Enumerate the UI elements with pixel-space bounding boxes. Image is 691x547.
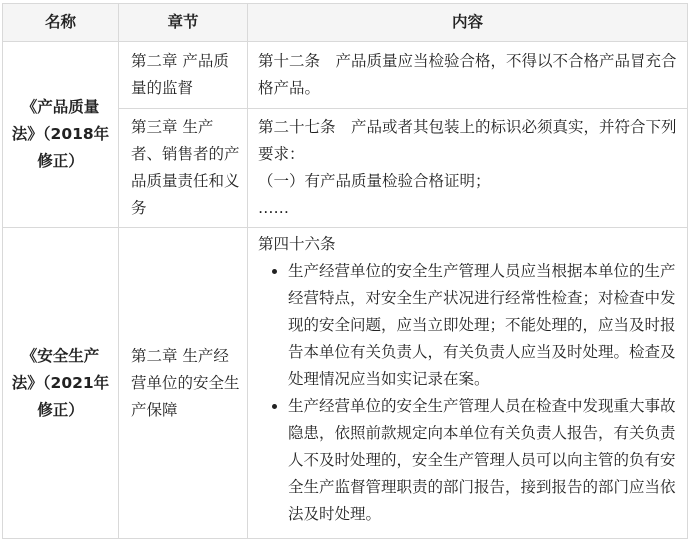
table-row [3, 42, 688, 109]
bullet-list [258, 258, 679, 528]
list-item: • 生产经营单位的安全生产管理人员应当根据本单位的生产经营特点，对安全生产状况进行经常性检查；对检查中发现的安全问题，应当立即处理；不能处理的，应当及时报告本单位有关负责人，有关负责人应当及时处理。检查及处理情况应当如实记录在案。 [288, 258, 679, 393]
content-line: （一）有产品质量检验合格证明； [258, 172, 491, 190]
content-line: …… [258, 199, 289, 217]
list-item: • 生产经营单位的安全生产管理人员在检查中发现重大事故隐患，依照前款规定向本单位有关负责人报告，有关负责人不及时处理的，安全生产管理人员可以向主管的负有安全生产监督管理职责的部门报告，接到报告的部门应当依法及时处理。 [288, 393, 679, 528]
content-cell [248, 109, 688, 228]
header-chapter: 章节 [119, 4, 248, 42]
table-header-row [3, 4, 688, 42]
law-table [2, 3, 688, 539]
chapter-cell: 第二章 产品质量的监督 [119, 42, 248, 109]
law-name-work-safety: 《安全生产法》（2021年修正） [3, 228, 119, 539]
table-row [3, 228, 688, 539]
header-content: 内容 [248, 4, 688, 42]
chapter-cell: 第三章 生产者、销售者的产品质量责任和义务 [119, 109, 248, 228]
article-title: 第四十六条 [258, 235, 336, 253]
law-name-product-quality: 《产品质量法》（2018年修正） [3, 42, 119, 228]
content-line: 第二十七条 产品或者其包装上的标识必须真实，并符合下列要求： [258, 118, 677, 163]
header-name: 名称 [3, 4, 119, 42]
content-cell [248, 228, 688, 539]
chapter-cell: 第二章 生产经营单位的安全生产保障 [119, 228, 248, 539]
content-cell [248, 42, 688, 109]
content-line: 第十二条 产品质量应当检验合格，不得以不合格产品冒充合格产品。 [258, 52, 677, 97]
